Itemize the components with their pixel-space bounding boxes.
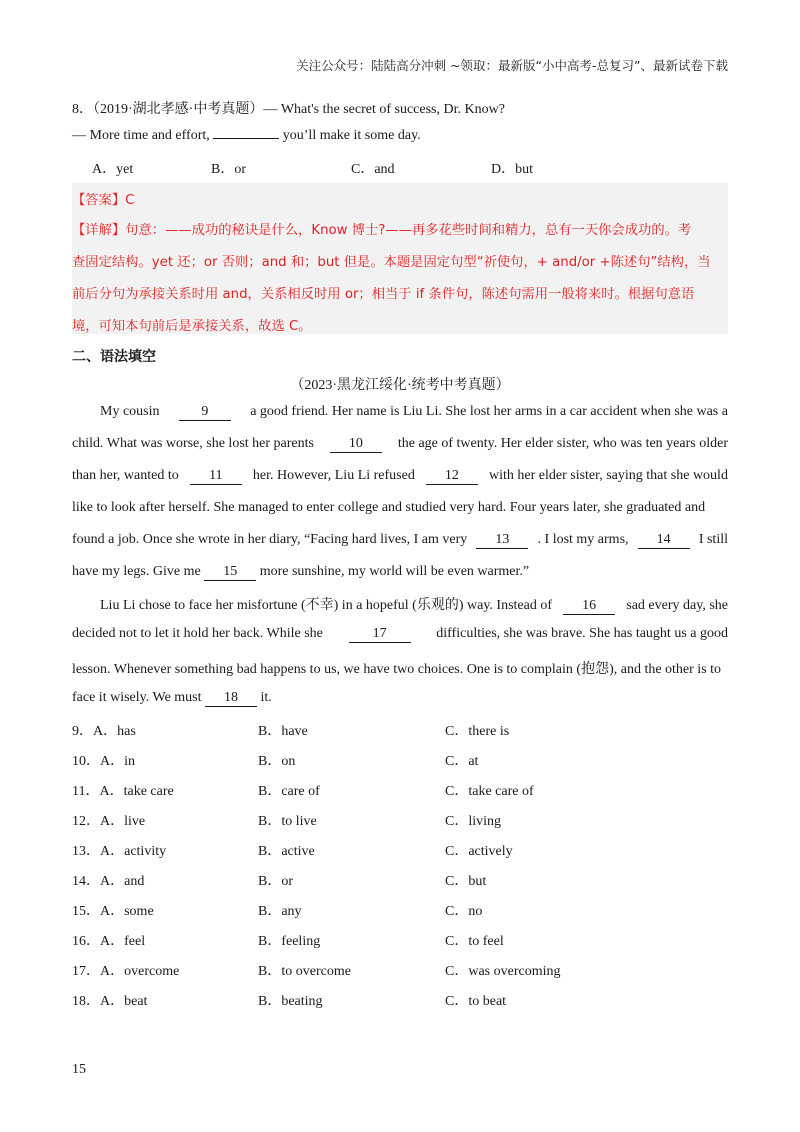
passage-text: . I lost my arms, (537, 532, 629, 547)
choice-c: C．to feel (445, 934, 504, 949)
choice-b: B．to live (258, 814, 317, 829)
explanation-line-3: 前后分句为承接关系时用 and，关系相反时用 or；相当于 if 条件句，陈述句需用一般将来时。根据句意语 (72, 287, 695, 302)
passage-text: Liu Li chose to face her misfortune (不幸) in a hopeful (乐观的) way. Instead of (100, 598, 553, 613)
choice-row-9 (72, 720, 728, 740)
passage-text: like to look after herself. She managed to enter college and studied very hard. Four years later, she graduated and (72, 500, 706, 515)
choice-b: B．active (258, 844, 315, 859)
choice-b: B．to overcome (258, 964, 351, 979)
choice-a: 11．A．take care (72, 784, 174, 799)
choice-row-15 (72, 900, 728, 920)
passage-line-8 (72, 626, 728, 643)
q8-blank (213, 138, 279, 139)
q8-stem: 8．（2019·湖北孝感·中考真题）— What's the secret of success, Dr. Know? (72, 102, 505, 117)
choice-row-10 (72, 750, 728, 770)
passage-text: more sunshine, my world will be even warmer.” (259, 564, 530, 579)
passage-text: it. (260, 690, 272, 705)
q8-option-b: B．or (211, 162, 246, 177)
passage-line-7 (72, 594, 728, 615)
passage-text: I still (698, 532, 728, 547)
page-number: 15 (72, 1062, 86, 1077)
choice-b: B．have (258, 724, 308, 739)
page-header: 关注公众号：陆陆高分冲刺 ~领取：最新版“小中高考-总复习”、最新试卷下载 (296, 58, 728, 73)
passage-line-6 (72, 564, 728, 581)
passage-source: （2023·黑龙江绥化·统考中考真题） (290, 378, 510, 393)
passage-line-4 (72, 500, 728, 516)
q8-sentence (72, 128, 421, 144)
choice-c: C．was overcoming (445, 964, 561, 979)
explanation-line-4: 境，可知本句前后是承接关系，故选 C。 (72, 319, 312, 334)
choice-c: C．at (445, 754, 479, 769)
answer-line: 【答案】C (72, 193, 135, 208)
passage-text: face it wisely. We must (72, 690, 206, 705)
blank-10: 10 (330, 436, 382, 453)
passage-line-3 (72, 468, 728, 485)
passage-text: lesson. Whenever something bad happens to us, we have two choices. One is to complain (抱怨), and the other is to (72, 662, 722, 677)
choice-c: C．take care of (445, 784, 534, 799)
blank-9: 9 (179, 404, 231, 421)
blank-13: 13 (476, 532, 528, 549)
blank-15: 15 (204, 564, 256, 581)
choice-c: C．no (445, 904, 483, 919)
passage-text: the age of twenty. Her elder sister, who was ten years older (397, 436, 728, 451)
choice-c: C．there is (445, 724, 510, 739)
passage-text: a good friend. Her name is Liu Li. She lost her arms in a car accident when she was a (250, 404, 728, 419)
choice-b: B．any (258, 904, 302, 919)
blank-12: 12 (426, 468, 478, 485)
q8-sentence-pre: — More time and effort, (72, 128, 214, 143)
explanation-line-1: 【详解】句意：——成功的秘诀是什么，Know 博士?——再多花些时间和精力，总有一天你会成功的。考 (72, 223, 692, 238)
passage-text: her. However, Liu Li refused (252, 468, 415, 483)
blank-18: 18 (205, 690, 257, 707)
choice-row-14 (72, 870, 728, 890)
passage-line-1 (72, 404, 728, 421)
passage-text: difficulties, she was brave. She has taught us a good (436, 626, 728, 641)
section-title: 二、语法填空 (72, 349, 156, 365)
passage-line-10 (72, 690, 728, 707)
choice-a: 17．A．overcome (72, 964, 180, 979)
passage-text: with her elder sister, saying that she would (489, 468, 728, 483)
passage-text: decided not to let it hold her back. While she (72, 626, 323, 641)
blank-16: 16 (563, 598, 615, 615)
choice-a: 12．A．live (72, 814, 146, 829)
choice-a: 16．A．feel (72, 934, 146, 949)
choice-b: B．or (258, 874, 293, 889)
blank-11: 11 (190, 468, 242, 485)
choice-b: B．care of (258, 784, 320, 799)
passage-line-9 (72, 658, 728, 678)
blank-14: 14 (638, 532, 690, 549)
choice-a: 13．A．activity (72, 844, 167, 859)
passage-text: found a job. Once she wrote in her diary, “Facing hard lives, I am very (72, 532, 468, 547)
q8-sentence-post: you’ll make it some day. (279, 128, 421, 143)
q8-option-c: C．and (351, 162, 395, 177)
choice-row-12 (72, 810, 728, 830)
choice-c: C．to beat (445, 994, 507, 1009)
q8-option-d: D．but (491, 162, 533, 177)
choice-row-16 (72, 930, 728, 950)
q8-option-a: A．yet (92, 162, 134, 177)
choice-row-13 (72, 840, 728, 860)
passage-line-2 (72, 436, 728, 453)
choice-b: B．on (258, 754, 296, 769)
blank-17: 17 (349, 626, 411, 643)
passage-text: sad every day, she (626, 598, 728, 613)
choice-a: 10．A．in (72, 754, 135, 769)
passage-text: have my legs. Give me (72, 564, 205, 579)
choice-a: 15．A．some (72, 904, 154, 919)
choice-c: C．living (445, 814, 502, 829)
explanation-line-2: 查固定结构。yet 还；or 否则；and 和；but 但是。本题是固定句型“祈使句，+ and/or +陈述句”结构，当 (72, 255, 711, 270)
choice-row-17 (72, 960, 728, 980)
choice-b: B．beating (258, 994, 323, 1009)
choice-c: C．but (445, 874, 487, 889)
passage-text: than her, wanted to (72, 468, 179, 483)
choice-a: 18．A．beat (72, 994, 148, 1009)
passage-text: My cousin (100, 404, 160, 419)
choice-c: C．actively (445, 844, 513, 859)
passage-text: child. What was worse, she lost her parents (72, 436, 314, 451)
choice-a: 14．A．and (72, 874, 145, 889)
choice-b: B．feeling (258, 934, 321, 949)
choice-a: 9．A．has (72, 724, 136, 739)
passage-line-5 (72, 532, 728, 549)
choice-row-11 (72, 780, 728, 800)
choice-row-18 (72, 990, 728, 1010)
